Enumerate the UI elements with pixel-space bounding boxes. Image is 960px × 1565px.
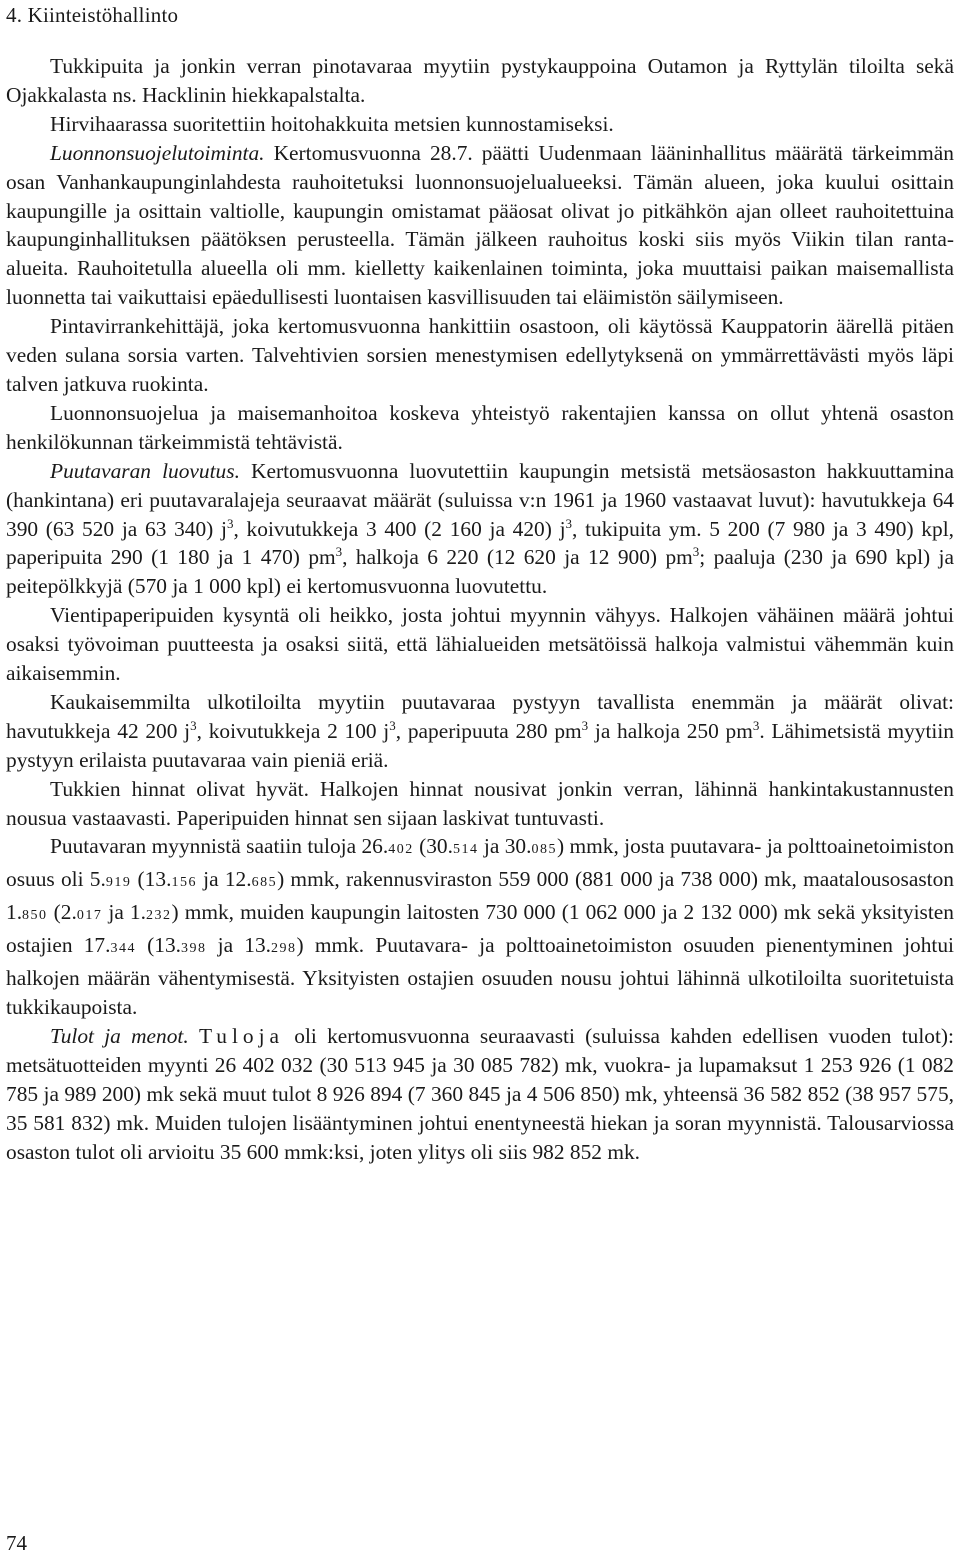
text-run: , halkoja 6 220 (12 620 ja 12 900) pm <box>342 545 693 570</box>
paragraph <box>6 601 954 688</box>
small-digits: 919 <box>105 875 132 891</box>
text-run: ja 1. <box>102 900 146 925</box>
paragraph <box>6 457 954 602</box>
small-digits: 402 <box>388 842 414 858</box>
section-heading: Puutavaran luovutus. <box>50 458 240 483</box>
paragraph <box>6 775 954 833</box>
superscript: 3 <box>565 515 573 531</box>
text-run: Kertomusvuonna 28.7. päätti Uudenmaan lääninhallitus määrätä tärkeimmän osan Vanhankaupunginlahdesta rauhoitetuksi luonnonsuojelualueeksi. Tämän alueen, joka kuului osittain kaupungille ja osittain valtiolle, kaupungin omistamat pääosat olivat jo pitkähkön ajan olleet rauhoitettuina kaupunginhallituksen päätöksen perusteella. Tämän jälkeen rauhoitus koski siis myös Viikin tilan ranta-alueita. Rauhoitetulla alueella oli mm. kielletty kaikenlainen toiminta, joka muuttaisi paikan maisemallista luonnetta tai vaikuttaisi epäedullisesti luontaisen kasvillisuuden tai eläimistön säilymiseen. <box>6 140 954 310</box>
text-run: ) mmk. Puutavara- ja polttoainetoimiston osuuden pienentyminen johtui halkojen määrän vähentymisestä. Yksityisten ostajien osuuden nousu johtui lähinnä ulkotiloilta suoritetuista tukkikaupoista. <box>6 933 954 1019</box>
superscript: 3 <box>190 717 197 733</box>
text-run <box>189 1024 199 1048</box>
paragraph <box>6 110 954 139</box>
text-run: . Lähimetsistä myytiin pystyyn erilaista puutavaraa vain pieniä eriä. <box>6 718 954 772</box>
text-run: , paperipuuta 280 pm <box>395 718 582 743</box>
superscript: 3 <box>335 544 343 560</box>
superscript: 3 <box>692 544 700 560</box>
small-digits: 085 <box>531 842 557 858</box>
small-digits: 398 <box>181 941 207 957</box>
text-run: Tukkien hinnat olivat hyvät. Halkojen hinnat nousivat jonkin verran, lähinnä hankintakustannusten nousua vastaavasti. Paperipuiden hinnat sen sijaan laskivat tuntuvasti. <box>6 776 954 830</box>
small-digits: 017 <box>76 908 103 924</box>
small-digits: 514 <box>452 842 479 858</box>
text-run: ; paaluja (230 ja 690 kpl) ja peitepölkkyjä (570 ja 1 000 kpl) ei kertomusvuonna luovutettu. <box>6 545 954 599</box>
text-run: ) mmk, josta puutavara- ja polttoainetoimiston osuus oli 5. <box>6 834 955 892</box>
small-digits: 685 <box>251 875 278 891</box>
text-run: (2. <box>47 900 77 925</box>
small-digits: 298 <box>271 941 297 957</box>
text-run: Pintavirrankehittäjä, joka kertomusvuonna hankittiin osastoon, oli käytössä Kauppatorin äärellä pitäen veden sulana sorsia varten. Talvehtivien sorsien menestymisen edellytyksenä on ymmärrettävästi myös läpi talven jatkuva ruokinta. <box>6 314 954 396</box>
text-run: Tukkipuita ja jonkin verran pinotavaraa myytiin pystykauppoina Outamon ja Ryttylän tiloilta sekä Ojakkalasta ns. Hacklinin hiekkapalstalta. <box>6 54 954 107</box>
text-run: ja 30. <box>478 834 532 859</box>
spaced-emphasis: Tuloja <box>198 1023 285 1048</box>
text-run: ) mmk, rakennusviraston 559 000 (881 000 ja 738 000) mk, maatalousosaston 1. <box>6 867 954 925</box>
section-heading: Luonnonsuojelutoiminta. <box>50 140 265 165</box>
small-digits: 156 <box>171 875 197 891</box>
page-number: 74 <box>6 1531 27 1555</box>
paragraph <box>6 688 954 775</box>
small-digits: 344 <box>110 941 136 957</box>
text-run: ja 13. <box>206 933 272 958</box>
text-run: , koivutukkeja 3 400 (2 160 ja 420) j <box>233 516 566 541</box>
text-run: (30. <box>413 834 453 859</box>
text-run: , koivutukkeja 2 100 j <box>196 718 390 743</box>
text-run: Luonnonsuojelua ja maisemanhoitoa koskeva yhteistyö rakentajien kanssa on ollut yhtenä osaston henkilökunnan tärkeimmistä tehtävistä. <box>6 400 954 454</box>
text-run: Vientipaperipuiden kysyntä oli heikko, josta johtui myynnin vähyys. Halkojen vähäinen määrä johtui osaksi työvoiman puutteesta ja osaksi siitä, että lähialueiden metsätöissä halkoja valmistui vähemmän kuin aikaisemmin. <box>6 603 954 686</box>
text-run: Kertomusvuonna luovutettiin kaupungin metsistä metsäosaston hakkuuttamina (hankintana) eri puutavaralajeja seuraavat määrät (suluissa v:n 1961 ja 1960 vastaavat luvut): havutukkeja 64 390 (63 520 ja 63 340) j <box>6 458 954 541</box>
paragraph <box>6 139 954 312</box>
paragraph <box>6 832 954 1021</box>
text-run: , tukipuita ym. 5 200 (7 980 ja 3 490) kpl, paperipuita 290 (1 180 ja 1 470) pm <box>6 516 954 570</box>
text-run: Hirvihaarassa suoritettiin hoitohakkuita metsien kunnostamiseksi. <box>50 111 614 136</box>
superscript: 3 <box>752 717 760 733</box>
text-run: (13. <box>135 933 181 958</box>
superscript: 3 <box>581 717 589 733</box>
text-run: (13. <box>131 867 172 892</box>
superscript: 3 <box>389 717 396 733</box>
text-run: oli kertomusvuonna seuraavasti (suluissa kahden edellisen vuoden tulot): metsätuotteiden myynti 26 402 032 (30 513 945 ja 30 085 782) mk, vuokra- ja lupamaksut 1 253 926 (1 082 785 ja 989 200) mk sekä muut tulot 8 926 894 (7 360 845 ja 4 506 850) mk, yhteensä 36 582 852 (38 957 575, 35 581 832) mk. Muiden tulojen lisääntyminen johtui enentyneestä hiekan ja soran myynnistä. Talousarviossa osaston tulot oli arvioitu 35 600 mmk:ksi, joten ylitys oli siis 982 852 mk. <box>6 1023 954 1164</box>
text-run: ) mmk, muiden kaupungin laitosten 730 000 (1 062 000 ja 2 132 000) mk sekä yksityisten ostajien 17. <box>6 900 954 958</box>
small-digits: 232 <box>145 908 172 924</box>
running-header: 4. Kiinteistöhallinto <box>6 3 179 27</box>
paragraph <box>6 399 954 457</box>
superscript: 3 <box>226 515 234 531</box>
text-run: ja halkoja 250 pm <box>588 718 753 743</box>
paragraph <box>6 1022 954 1167</box>
paragraph <box>6 52 954 110</box>
section-heading: Tulot ja menot. <box>50 1023 189 1048</box>
paragraph <box>6 312 954 399</box>
text-run: Kaukaisemmilta ulkotiloilta myytiin puutavaraa pystyyn tavallista enemmän ja määrät olivat: havutukkeja 42 200 j <box>6 689 954 743</box>
text-run: Puutavaran myynnistä saatiin tuloja 26. <box>50 834 389 859</box>
text-run: ja 12. <box>196 867 252 892</box>
body-text <box>6 52 954 1166</box>
small-digits: 850 <box>22 908 48 924</box>
